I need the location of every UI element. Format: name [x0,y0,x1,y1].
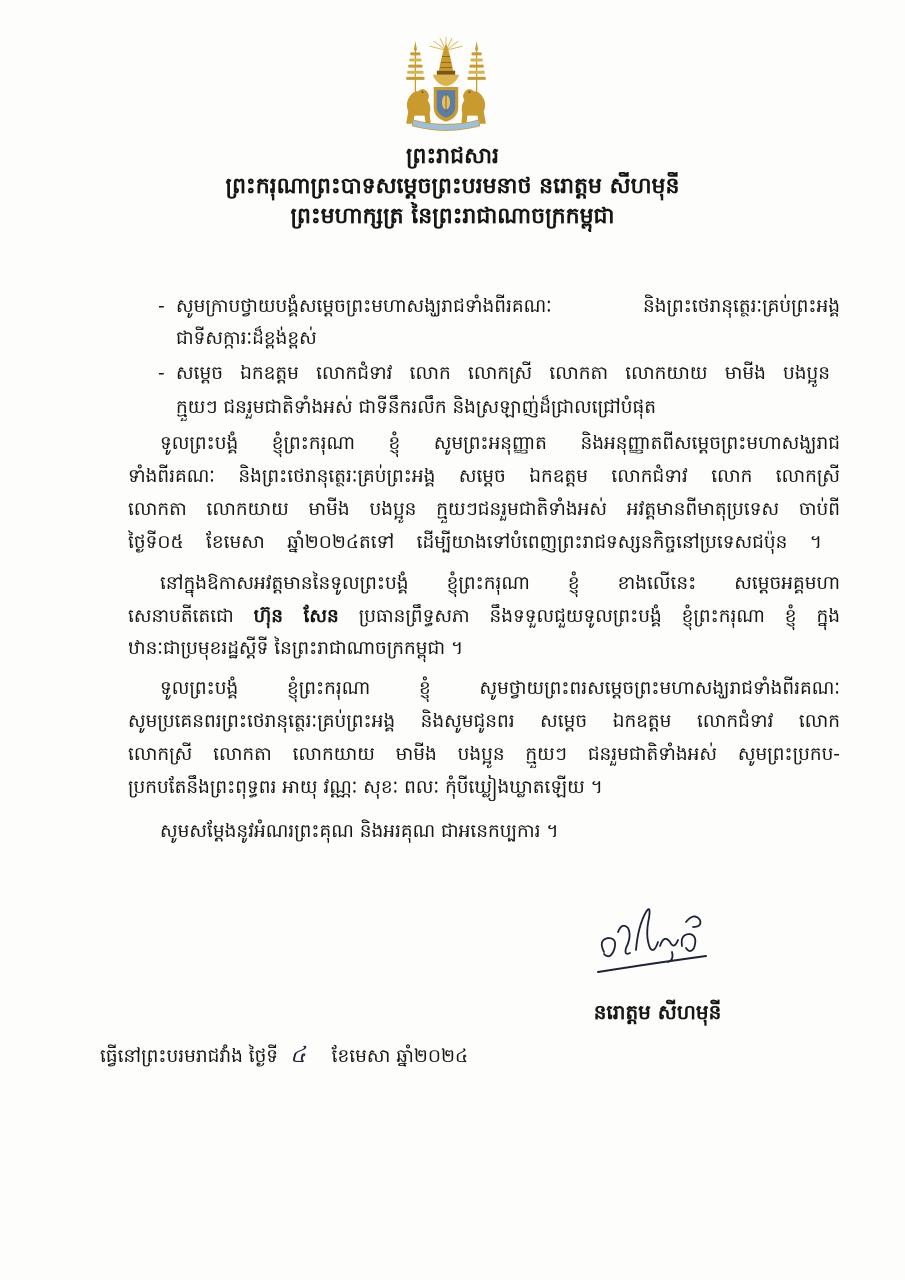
date-day-handwritten: ៤ [290,1043,306,1068]
bullet-marker: - [158,296,165,317]
emblem-crown [437,43,455,75]
paragraph-1-line-1: ទូលព្រះបង្គំ ខ្ញុំព្រះករុណា ខ្ញុំ សូមព្រះអនុញ្ញាត និងអនុញ្ញាតពីសម្តេចព្រះមហាសង្ឃរាជ [160,433,840,454]
greeting-1-line-2: ជាទីសក្ការៈដ៏ខ្ពង់ខ្ពស់ [176,328,317,349]
emblem-lion-right [461,89,486,124]
sender-title: ព្រះករុណាព្រះបាទសម្តេចព្រះបរមនាថ នរោត្តម សីហមុនី [225,174,680,199]
paragraph-1-line-2: ទាំងពីរគណៈ និងព្រះថេរានុត្ថេរៈគ្រប់ព្រះអង្គ សម្តេច ឯកឧត្តម លោកជំទាវ លោក លោកស្រី [128,466,840,487]
paragraph-3-line-3: លោកស្រី លោកតា លោកយាយ មាមីង បងប្អូន ក្មួយៗ ជនរួមជាតិទាំងអស់ សូមព្រះប្រកប- [128,744,840,765]
emblem-bowl [433,75,460,86]
paragraph-3-line-4: ប្រកបតែនឹងព្រះពុទ្ធពរ អាយុ វណ្ណៈ សុខៈ ពលៈ កុំបីឃ្លៀងឃ្លាតឡើយ ។ [128,777,603,798]
paragraph-2-line-2-end: ប្រធានព្រឹទ្ធសភា នឹងទទួលជួយទូលព្រះបង្គំ ខ្ញុំព្រះករុណា ខ្ញុំ ក្នុង [338,606,840,627]
signatory-name: នរោត្តម សីហមុនី [593,1000,722,1024]
emblem-shield [434,87,459,122]
bullet-marker: - [158,363,165,384]
emblem-lion-left [406,89,431,124]
greeting-1-line-1: សូមក្រាបថ្វាយបង្គំសម្តេចព្រះមហាសង្ឃរាជទាំងពីរគណៈ និងព្រះថេរានុត្ថេរៈគ្រប់ព្រះអង្គ [176,296,840,317]
greeting-2-line-1: សម្តេច ឯកឧត្តម លោកជំទាវ លោក លោកស្រី លោកតា លោកយាយ មាមីង បងប្អូន [176,363,830,384]
paragraph-gratitude: សូមសម្តែងនូវអំណរព្រះគុណ និងអរគុណ ជាអនេកប្បការ ។ [160,821,559,842]
acting-head-name: ហ៊ុន សែន [253,606,339,627]
paragraph-3-line-1: ទូលព្រះបង្គំ ខ្ញុំព្រះករុណា ខ្ញុំ សូមថ្វាយព្រះពរសម្តេចព្រះមហាសង្ឃរាជទាំងពីរគណៈ [160,678,840,699]
paragraph-2-line-2-start: សេនាបតីតេជោ [128,606,254,627]
greeting-2-line-2: ក្មួយៗ ជនរួមជាតិទាំងអស់ ជាទីនឹករលឹក និងស្រឡាញ់ដ៏ជ្រាលជ្រៅបំផុត [176,397,656,418]
paragraph-1-line-3: លោកតា លោកយាយ មាមីង បងប្អូន ក្មួយៗជនរួមជាតិទាំងអស់ អវត្តមានពីមាតុប្រទេស ចាប់ពី [128,499,840,520]
document-title: ព្រះរាជសារ [405,144,500,169]
royal-emblem [400,36,492,134]
paragraph-2-line-1: នៅក្នុងឱកាសអវត្តមាននៃទូលព្រះបង្គំ ខ្ញុំព្រះករុណា ខ្ញុំ ខាងលើនេះ សម្តេចអគ្គមហា [160,573,840,594]
paragraph-1-line-4: ថ្ងៃទី០៥ ខែមេសា ឆ្នាំ២០២៤តទៅ ដើម្បីយាងទៅបំពេញព្រះរាជទស្សនកិច្ចនៅប្រទេសជប៉ុន ។ [128,532,822,553]
signature [588,890,728,980]
paragraph-3-line-2: សូមប្រគេនពរព្រះថេរានុត្ថេរៈគ្រប់ព្រះអង្គ និងសូមជូនពរ សម្តេច ឯកឧត្តម លោកជំទាវ លោក [128,711,840,732]
date-line [100,1039,620,1073]
date-month-year: ខែមេសា ឆ្នាំ២០២៤ [331,1046,469,1067]
sender-subtitle: ព្រះមហាក្សត្រ នៃព្រះរាជាណាចក្រកម្ពុជា [290,204,615,229]
paragraph-2-line-2 [128,600,840,633]
date-place: ធ្វើនៅព្រះបរមរាជវាំង ថ្ងៃទី [100,1046,279,1067]
paragraph-2-line-3: ឋានៈជាប្រមុខរដ្ឋស្តីទី នៃព្រះរាជាណាចក្រកម្ពុជា ។ [128,638,464,659]
